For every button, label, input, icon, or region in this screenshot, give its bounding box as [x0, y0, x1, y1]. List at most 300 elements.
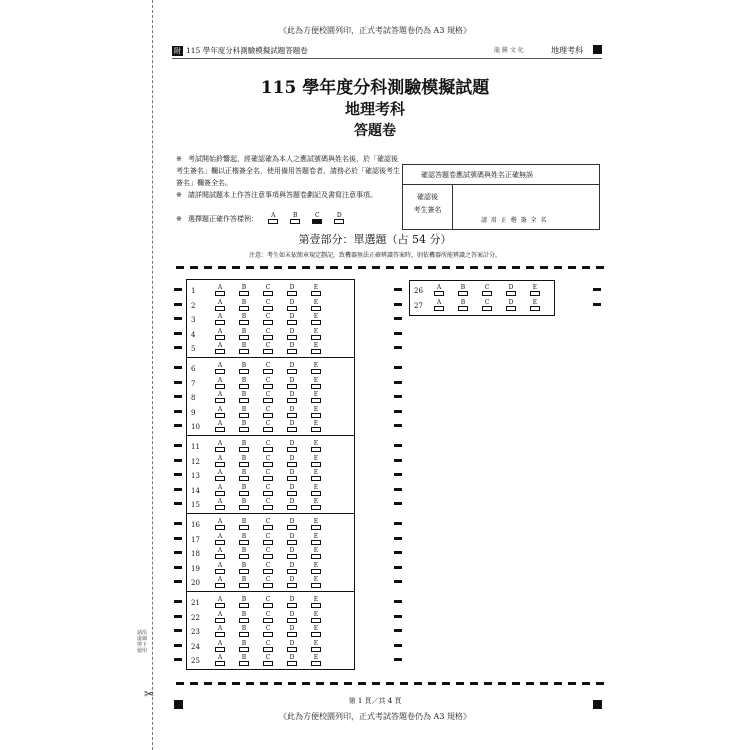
answer-bubble-e[interactable]: E — [311, 342, 321, 354]
answer-bubble-e[interactable]: E — [311, 576, 321, 588]
top-print-note: 《此為方便校園列印，正式考試答題卷仍為 A3 規格》 — [279, 26, 471, 35]
answer-bubble-d[interactable]: D — [287, 518, 297, 530]
signature-box — [402, 164, 600, 230]
answer-bubble-d[interactable]: D — [287, 328, 297, 340]
answer-bubble-d[interactable]: D — [287, 562, 297, 574]
row-timing-mark — [394, 366, 402, 369]
answer-bubble-e[interactable]: E — [311, 484, 321, 496]
answer-bubble-b[interactable]: B — [239, 625, 249, 637]
answer-bubble-b[interactable]: B — [239, 406, 249, 418]
row-timing-mark — [394, 424, 402, 427]
answer-bubble-b[interactable]: B — [239, 654, 249, 666]
row-timing-mark — [174, 629, 182, 632]
row-timing-mark — [394, 580, 402, 583]
answer-bubble-b[interactable]: B — [239, 440, 249, 452]
timing-mark — [400, 682, 408, 685]
question-number: 6 — [191, 365, 196, 373]
timing-mark — [414, 266, 422, 269]
row-timing-mark — [174, 566, 182, 569]
answer-bubble-a[interactable]: A — [215, 498, 225, 510]
answer-bubble-b[interactable]: B — [458, 299, 468, 311]
question-number: 25 — [191, 657, 200, 665]
answer-bubble-e[interactable]: E — [311, 654, 321, 666]
row-timing-mark — [174, 444, 182, 447]
answer-bubble-e[interactable]: E — [311, 313, 321, 325]
question-row — [187, 518, 356, 532]
answer-bubble-a[interactable]: A — [215, 654, 225, 666]
answer-bubble-d[interactable]: D — [287, 469, 297, 481]
timing-mark — [442, 266, 450, 269]
answer-bubble-a[interactable]: A — [215, 533, 225, 545]
answer-bubble-a[interactable]: A — [215, 640, 225, 652]
bottom-print-note: 《此為方便校園列印，正式考試答題卷仍為 A3 規格》 — [279, 712, 471, 721]
row-timing-mark — [394, 566, 402, 569]
timing-mark — [372, 682, 380, 685]
answer-bubble-c[interactable]: C — [263, 406, 273, 418]
answer-bubble-a[interactable]: A — [215, 342, 225, 354]
answer-bubble-d[interactable]: D — [287, 313, 297, 325]
question-row — [187, 576, 356, 590]
timing-mark — [582, 266, 590, 269]
row-timing-mark — [174, 658, 182, 661]
answer-bubble-e[interactable]: E — [530, 299, 540, 311]
timing-mark — [232, 266, 240, 269]
timing-mark — [470, 682, 478, 685]
answer-bubble-a[interactable]: A — [434, 284, 444, 296]
question-number: 16 — [191, 521, 200, 529]
answer-bubble-a[interactable]: A — [215, 455, 225, 467]
answer-bubble-c[interactable]: C — [263, 625, 273, 637]
answer-bubble-d[interactable]: D — [287, 533, 297, 545]
sample-bubbles: A B C D — [268, 212, 348, 226]
timing-mark — [288, 266, 296, 269]
timing-mark — [512, 682, 520, 685]
timing-mark — [386, 266, 394, 269]
answer-bubble-a[interactable]: A — [215, 406, 225, 418]
answer-bubble-b[interactable]: B — [239, 484, 249, 496]
question-number: 24 — [191, 642, 200, 651]
question-row — [187, 440, 356, 454]
answer-bubble-e[interactable]: E — [311, 611, 321, 623]
timing-mark — [568, 682, 576, 685]
question-row — [187, 611, 356, 625]
question-row — [187, 284, 356, 298]
question-row — [187, 420, 356, 434]
timing-mark — [484, 682, 492, 685]
timing-mark — [274, 266, 282, 269]
row-timing-mark — [593, 303, 601, 306]
timing-mark — [456, 266, 464, 269]
row-timing-mark — [174, 303, 182, 306]
answer-bubble-c[interactable]: C — [263, 284, 273, 296]
answer-bubble-c[interactable]: C — [263, 440, 273, 452]
answer-bubble-e[interactable]: E — [311, 518, 321, 530]
question-row — [187, 362, 356, 376]
answer-bubble-b[interactable]: B — [239, 377, 249, 389]
row-timing-mark — [394, 615, 402, 618]
answer-bubble-e[interactable]: E — [311, 284, 321, 296]
header-left-text: 115 學年度分科測驗模擬試題答題卷 — [186, 46, 308, 55]
answer-bubble-c[interactable]: C — [263, 611, 273, 623]
question-number: 19 — [191, 564, 200, 573]
answer-bubble-c[interactable]: C — [263, 547, 273, 559]
answer-block-26-27 — [409, 280, 555, 316]
answer-bubble-d[interactable]: D — [287, 391, 297, 403]
answer-bubble-c[interactable]: C — [263, 596, 273, 608]
row-timing-mark — [394, 502, 402, 505]
timing-mark — [498, 266, 506, 269]
answer-bubble-e[interactable]: E — [311, 562, 321, 574]
timing-mark — [316, 266, 324, 269]
scissors-icon: ✂ — [144, 687, 155, 701]
timing-mark — [232, 682, 240, 685]
row-timing-mark — [394, 551, 402, 554]
header-badge: 附 — [174, 47, 181, 55]
row-timing-mark — [394, 473, 402, 476]
answer-bubble-d[interactable]: D — [287, 455, 297, 467]
answer-bubble-a[interactable]: A — [215, 362, 225, 374]
row-timing-mark — [394, 537, 402, 540]
answer-bubble-e[interactable]: E — [311, 377, 321, 389]
answer-bubble-d[interactable]: D — [287, 498, 297, 510]
question-number: 17 — [191, 535, 200, 544]
question-number: 14 — [191, 486, 200, 495]
answer-bubble-c[interactable]: C — [263, 391, 273, 403]
answer-bubble-c[interactable]: C — [263, 469, 273, 481]
page-number: 第 1 頁／共 4 頁 — [348, 697, 402, 705]
row-timing-mark — [174, 288, 182, 291]
timing-mark — [540, 266, 548, 269]
question-row — [187, 299, 356, 313]
question-number: 27 — [414, 301, 423, 310]
answer-bubble-e[interactable]: E — [311, 440, 321, 452]
question-row — [187, 596, 356, 610]
answer-bubble-c[interactable]: C — [482, 284, 492, 296]
timing-mark — [470, 266, 478, 269]
timing-mark — [456, 682, 464, 685]
row-timing-mark — [394, 395, 402, 398]
answer-bubble-e[interactable]: E — [311, 640, 321, 652]
answer-bubble-c[interactable]: C — [263, 377, 273, 389]
answer-bubble-c[interactable]: C — [263, 299, 273, 311]
answer-bubble-e[interactable]: E — [311, 469, 321, 481]
answer-bubble-c[interactable]: C — [263, 562, 273, 574]
answer-bubble-d[interactable]: D — [506, 299, 516, 311]
row-timing-mark — [174, 473, 182, 476]
answer-bubble-c[interactable]: C — [263, 654, 273, 666]
answer-bubble-b[interactable]: B — [239, 518, 249, 530]
answer-bubble-c[interactable]: C — [263, 328, 273, 340]
timing-mark — [596, 266, 604, 269]
row-timing-mark — [394, 488, 402, 491]
question-row — [187, 498, 356, 512]
answer-bubble-b[interactable]: B — [239, 313, 249, 325]
question-row — [187, 547, 356, 561]
timing-mark — [582, 682, 590, 685]
timing-mark — [260, 682, 268, 685]
answer-bubble-b[interactable]: B — [239, 284, 249, 296]
answer-bubble-e[interactable]: E — [311, 362, 321, 374]
timing-mark — [330, 682, 338, 685]
answer-bubble-e[interactable]: E — [311, 406, 321, 418]
answer-bubble-d[interactable]: D — [287, 284, 297, 296]
row-timing-mark — [174, 346, 182, 349]
question-number: 21 — [191, 599, 200, 607]
answer-bubble-e[interactable]: E — [311, 533, 321, 545]
answer-bubble-c[interactable]: C — [263, 484, 273, 496]
instruction-1: ※ 考試開始鈴響起，經確認確為本人之應試號碼與姓名後，於「確認後考生簽名」欄以正楷簽全名，使用備用答題卷者，請務必於「確認後考生簽名」欄簽全名。 — [176, 155, 400, 187]
answer-bubble-e[interactable]: E — [311, 625, 321, 637]
timing-mark — [190, 682, 198, 685]
row-timing-mark — [394, 346, 402, 349]
answer-bubble-b[interactable]: B — [458, 284, 468, 296]
timing-mark — [176, 682, 184, 685]
answer-bubble-b[interactable]: B — [239, 576, 249, 588]
row-timing-mark — [394, 317, 402, 320]
timing-mark — [442, 682, 450, 685]
answer-bubble-b[interactable]: B — [239, 299, 249, 311]
answer-bubble-d[interactable]: D — [287, 406, 297, 418]
timing-mark — [484, 266, 492, 269]
answer-bubble-b[interactable]: B — [239, 533, 249, 545]
timing-mark — [386, 682, 394, 685]
answer-bubble-d[interactable]: D — [287, 299, 297, 311]
answer-block — [186, 513, 355, 592]
answer-bubble-a[interactable]: A — [215, 562, 225, 574]
answer-bubble-c[interactable]: C — [263, 313, 273, 325]
row-timing-mark — [394, 658, 402, 661]
answer-bubble-e[interactable]: E — [311, 299, 321, 311]
timing-mark — [400, 266, 408, 269]
question-row — [187, 342, 356, 356]
row-timing-mark — [174, 580, 182, 583]
question-row — [187, 377, 356, 391]
timing-mark — [316, 682, 324, 685]
answer-bubble-a[interactable]: A — [215, 484, 225, 496]
timing-mark — [246, 266, 254, 269]
timing-mark — [260, 266, 268, 269]
answer-bubble-d[interactable]: D — [287, 625, 297, 637]
row-timing-mark — [174, 381, 182, 384]
timing-mark — [554, 682, 562, 685]
timing-mark — [526, 682, 534, 685]
question-row — [410, 299, 556, 313]
instruction-2: ※ 請詳閱試題本上作答注意事項與答題卷劃記及書寫注意事項。 — [176, 191, 377, 199]
row-timing-mark — [174, 317, 182, 320]
header-subject: 地理考科 — [551, 46, 583, 55]
timing-mark — [512, 266, 520, 269]
answer-bubble-d[interactable]: D — [287, 342, 297, 354]
answer-bubble-b[interactable]: B — [239, 611, 249, 623]
question-number: 3 — [191, 316, 196, 324]
answer-bubble-b[interactable]: B — [239, 596, 249, 608]
answer-bubble-c[interactable]: C — [263, 518, 273, 530]
question-row — [187, 640, 356, 654]
answer-bubble-e[interactable]: E — [530, 284, 540, 296]
answer-bubble-c[interactable]: C — [482, 299, 492, 311]
question-number: 22 — [191, 613, 200, 622]
answer-bubble-b[interactable]: B — [239, 391, 249, 403]
answer-bubble-d[interactable]: D — [287, 420, 297, 432]
publisher-logo: 龍 騰 文 化 — [494, 47, 524, 54]
answer-block — [186, 591, 355, 670]
timing-mark — [428, 682, 436, 685]
answer-bubble-a[interactable]: A — [215, 625, 225, 637]
timing-mark — [204, 266, 212, 269]
answer-bubble-d[interactable]: D — [506, 284, 516, 296]
answer-bubble-a[interactable]: A — [434, 299, 444, 311]
row-timing-mark — [174, 488, 182, 491]
answer-bubble-a[interactable]: A — [215, 576, 225, 588]
notice-text: 注意：考生如未依簡章規定劃記，致機器無法正確辨識答案時，則依機器所能辨識之答案計分。 — [248, 252, 501, 259]
timing-mark — [288, 682, 296, 685]
answer-bubble-e[interactable]: E — [311, 391, 321, 403]
answer-bubble-b[interactable]: B — [239, 498, 249, 510]
answer-bubble-b[interactable]: B — [239, 362, 249, 374]
question-number: 5 — [191, 345, 196, 353]
header-rule — [172, 58, 602, 59]
answer-bubble-b[interactable]: B — [239, 342, 249, 354]
timing-marks-top — [176, 266, 602, 269]
row-timing-mark — [593, 288, 601, 291]
timing-mark — [358, 266, 366, 269]
answer-bubble-d[interactable]: D — [287, 611, 297, 623]
answer-bubble-a[interactable]: A — [215, 328, 225, 340]
page-title: 115 學年度分科測驗模擬試題 — [260, 78, 490, 98]
answer-bubble-d[interactable]: D — [287, 377, 297, 389]
question-number: 18 — [191, 550, 200, 558]
answer-bubble-c[interactable]: C — [263, 420, 273, 432]
timing-mark — [190, 266, 198, 269]
row-timing-mark — [394, 332, 402, 335]
header-left — [172, 45, 308, 56]
sheet-title: 答題卷 — [354, 123, 396, 139]
timing-mark — [176, 266, 184, 269]
timing-mark — [330, 266, 338, 269]
row-timing-mark — [394, 522, 402, 525]
answer-bubble-d[interactable]: D — [287, 654, 297, 666]
question-number: 26 — [414, 287, 423, 295]
row-timing-mark — [394, 644, 402, 647]
question-number: 13 — [191, 472, 200, 480]
answer-bubble-a[interactable]: A — [215, 420, 225, 432]
question-row — [187, 562, 356, 576]
answer-bubble-b[interactable]: B — [239, 562, 249, 574]
answer-bubble-b[interactable]: B — [239, 640, 249, 652]
answer-bubble-a[interactable]: A — [215, 313, 225, 325]
timing-marks-bottom — [176, 682, 602, 685]
instruction-3: ※ 選擇題正確作答樣例： A B C D — [176, 212, 436, 226]
question-number: 7 — [191, 379, 196, 388]
answer-block — [186, 279, 355, 358]
answer-bubble-d[interactable]: D — [287, 440, 297, 452]
answer-bubble-c[interactable]: C — [263, 498, 273, 510]
answer-bubble-e[interactable]: E — [311, 547, 321, 559]
answer-bubble-b[interactable]: B — [239, 547, 249, 559]
question-row — [187, 313, 356, 327]
answer-bubble-e[interactable]: E — [311, 420, 321, 432]
signature-hint: 請 用 正 楷 簽 全 名 — [481, 217, 548, 224]
question-number: 8 — [191, 394, 196, 402]
answer-bubble-e[interactable]: E — [311, 498, 321, 510]
answer-bubble-c[interactable]: C — [263, 362, 273, 374]
timing-mark — [218, 266, 226, 269]
row-timing-mark — [174, 551, 182, 554]
answer-bubble-b[interactable]: B — [239, 469, 249, 481]
timing-mark — [302, 266, 310, 269]
question-row — [410, 284, 556, 298]
answer-bubble-a[interactable]: A — [215, 440, 225, 452]
section-title: 第壹部分：單選題（占 54 分） — [298, 233, 452, 246]
answer-bubble-b[interactable]: B — [239, 420, 249, 432]
row-timing-mark — [394, 600, 402, 603]
timing-mark — [540, 682, 548, 685]
answer-bubble-d[interactable]: D — [287, 547, 297, 559]
answer-bubble-c[interactable]: C — [263, 576, 273, 588]
answer-bubble-e[interactable]: E — [311, 328, 321, 340]
answer-bubble-a[interactable]: A — [215, 596, 225, 608]
row-timing-mark — [174, 459, 182, 462]
row-timing-mark — [174, 615, 182, 618]
question-row — [187, 406, 356, 420]
row-timing-mark — [174, 395, 182, 398]
answer-bubble-a[interactable]: A — [215, 284, 225, 296]
row-timing-mark — [174, 332, 182, 335]
question-row — [187, 654, 356, 668]
answer-bubble-a[interactable]: A — [215, 611, 225, 623]
answer-bubble-d[interactable]: D — [287, 596, 297, 608]
answer-bubble-a[interactable]: A — [215, 391, 225, 403]
timing-mark — [428, 266, 436, 269]
answer-bubble-b[interactable]: B — [239, 328, 249, 340]
answer-bubble-a[interactable]: A — [215, 518, 225, 530]
timing-mark — [498, 682, 506, 685]
row-timing-mark — [174, 600, 182, 603]
answer-bubble-d[interactable]: D — [287, 362, 297, 374]
answer-bubble-d[interactable]: D — [287, 576, 297, 588]
question-row — [187, 391, 356, 405]
answer-bubble-e[interactable]: E — [311, 455, 321, 467]
timing-mark — [358, 682, 366, 685]
answer-bubble-c[interactable]: C — [263, 640, 273, 652]
question-number: 15 — [191, 501, 200, 509]
answer-bubble-a[interactable]: A — [215, 377, 225, 389]
timing-mark — [526, 266, 534, 269]
timing-mark — [344, 682, 352, 685]
answer-bubble-c[interactable]: C — [263, 342, 273, 354]
subject-title: 地理考科 — [344, 100, 405, 118]
signature-label: 確認後 考生簽名 — [403, 185, 453, 229]
question-number: 9 — [191, 408, 196, 417]
answer-bubble-a[interactable]: A — [215, 299, 225, 311]
row-timing-mark — [394, 288, 402, 291]
answer-bubble-a[interactable]: A — [215, 547, 225, 559]
answer-bubble-c[interactable]: C — [263, 455, 273, 467]
timing-mark — [344, 266, 352, 269]
answer-bubble-a[interactable]: A — [215, 469, 225, 481]
row-timing-mark — [174, 522, 182, 525]
question-number: 12 — [191, 457, 200, 466]
question-row — [187, 328, 356, 342]
question-row — [187, 455, 356, 469]
answer-bubble-e[interactable]: E — [311, 596, 321, 608]
answer-bubble-b[interactable]: B — [239, 455, 249, 467]
answer-bubble-d[interactable]: D — [287, 484, 297, 496]
answer-bubble-c[interactable]: C — [263, 533, 273, 545]
corner-mark — [593, 45, 602, 54]
question-row — [187, 533, 356, 547]
answer-bubble-d[interactable]: D — [287, 640, 297, 652]
